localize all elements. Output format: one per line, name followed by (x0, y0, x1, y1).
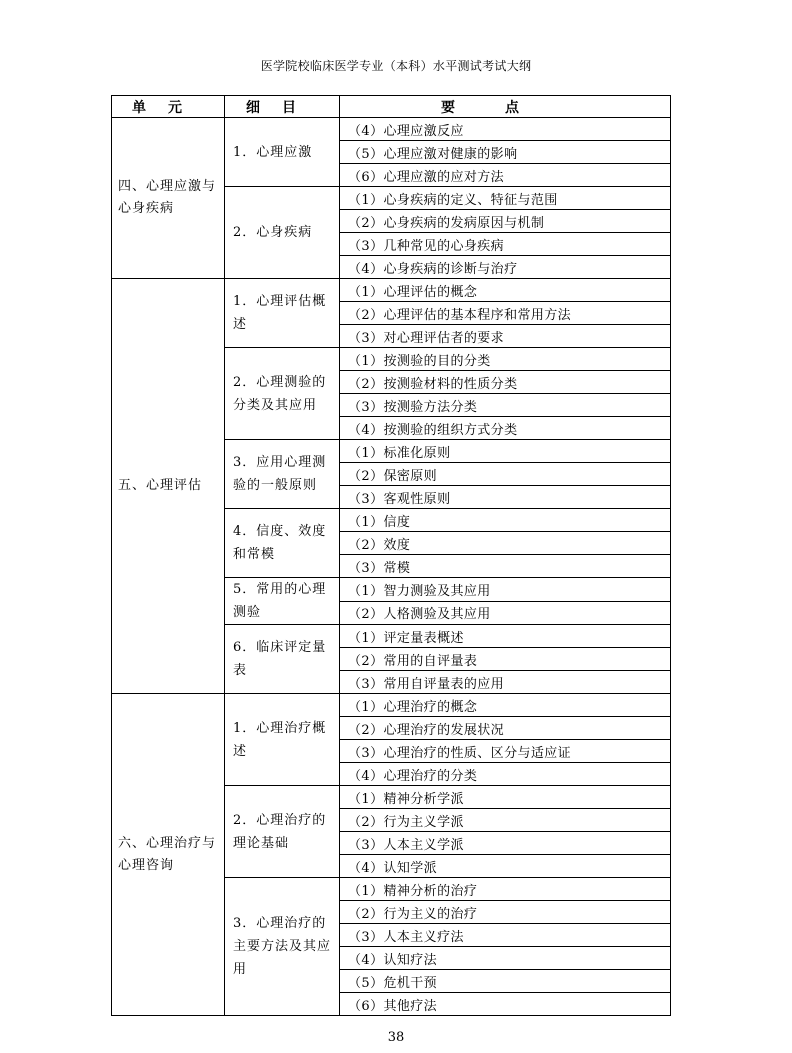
subitem-cell: 1．心理评估概述 (225, 279, 340, 348)
subitem-cell: 1．心理治疗概述 (225, 694, 340, 786)
point-cell: （2）心理治疗的发展状况 (340, 717, 671, 740)
point-cell: （1）心身疾病的定义、特征与范围 (340, 187, 671, 210)
table-row (112, 694, 671, 717)
subitem-cell: 3．心理治疗的主要方法及其应用 (225, 878, 340, 1016)
subitem-cell: 2．心理测验的分类及其应用 (225, 348, 340, 440)
point-cell: （1）心理评估的概念 (340, 279, 671, 302)
column-header-subitem: 细目 (225, 96, 340, 118)
point-cell: （2）保密原则 (340, 463, 671, 486)
syllabus-table (111, 95, 671, 1016)
table-row (112, 279, 671, 302)
subitem-cell: 2．心身疾病 (225, 187, 340, 279)
point-cell: （2）效度 (340, 532, 671, 555)
point-cell: （2）人格测验及其应用 (340, 601, 671, 625)
point-cell: （2）行为主义学派 (340, 809, 671, 832)
point-cell: （3）常用自评量表的应用 (340, 671, 671, 694)
point-cell: （3）心理治疗的性质、区分与适应证 (340, 740, 671, 763)
point-cell: （1）精神分析的治疗 (340, 878, 671, 901)
point-cell: （3）人本主义疗法 (340, 924, 671, 947)
page-header: 医学院校临床医学专业（本科）水平测试考试大纲 (260, 59, 532, 73)
subitem-cell: 2．心理治疗的理论基础 (225, 786, 340, 878)
point-cell: （2）常用的自评量表 (340, 648, 671, 671)
column-header-unit: 单元 (112, 96, 225, 118)
point-cell: （4）认知学派 (340, 855, 671, 878)
subitem-cell: 1．心理应激 (225, 118, 340, 187)
point-cell: （4）心理应激反应 (340, 118, 671, 141)
point-cell: （6）其他疗法 (340, 993, 671, 1016)
point-cell: （3）客观性原则 (340, 486, 671, 509)
point-cell: （1）智力测验及其应用 (340, 578, 671, 602)
point-cell: （2）心理评估的基本程序和常用方法 (340, 302, 671, 325)
point-cell: （3）常模 (340, 555, 671, 578)
subitem-cell: 4．信度、效度和常模 (225, 509, 340, 578)
unit-cell: 六、心理治疗与心理咨询 (112, 694, 225, 1016)
point-cell: （5）危机干预 (340, 970, 671, 993)
point-cell: （1）信度 (340, 509, 671, 532)
point-cell: （4）心身疾病的诊断与治疗 (340, 256, 671, 279)
point-cell: （3）按测验方法分类 (340, 394, 671, 417)
unit-cell: 四、心理应激与心身疾病 (112, 118, 225, 279)
point-cell: （4）心理治疗的分类 (340, 763, 671, 786)
unit-cell: 五、心理评估 (112, 279, 225, 694)
point-cell: （4）认知疗法 (340, 947, 671, 970)
point-cell: （1）按测验的目的分类 (340, 348, 671, 371)
point-cell: （6）心理应激的应对方法 (340, 164, 671, 187)
point-cell: （1）精神分析学派 (340, 786, 671, 809)
point-cell: （2）心身疾病的发病原因与机制 (340, 210, 671, 233)
table-header-row (112, 96, 671, 118)
point-cell: （1）标准化原则 (340, 440, 671, 463)
point-cell: （2）行为主义的治疗 (340, 901, 671, 924)
subitem-cell: 5．常用的心理测验 (225, 578, 340, 625)
page-number: 38 (387, 1030, 405, 1045)
point-cell: （4）按测验的组织方式分类 (340, 417, 671, 440)
table-row (112, 118, 671, 141)
subitem-cell: 6．临床评定量表 (225, 625, 340, 694)
subitem-cell: 3．应用心理测验的一般原则 (225, 440, 340, 509)
point-cell: （1）心理治疗的概念 (340, 694, 671, 717)
point-cell: （3）几种常见的心身疾病 (340, 233, 671, 256)
point-cell: （3）人本主义学派 (340, 832, 671, 855)
point-cell: （5）心理应激对健康的影响 (340, 141, 671, 164)
point-cell: （3）对心理评估者的要求 (340, 325, 671, 348)
point-cell: （1）评定量表概述 (340, 625, 671, 648)
column-header-points: 要点 (340, 96, 671, 118)
point-cell: （2）按测验材料的性质分类 (340, 371, 671, 394)
